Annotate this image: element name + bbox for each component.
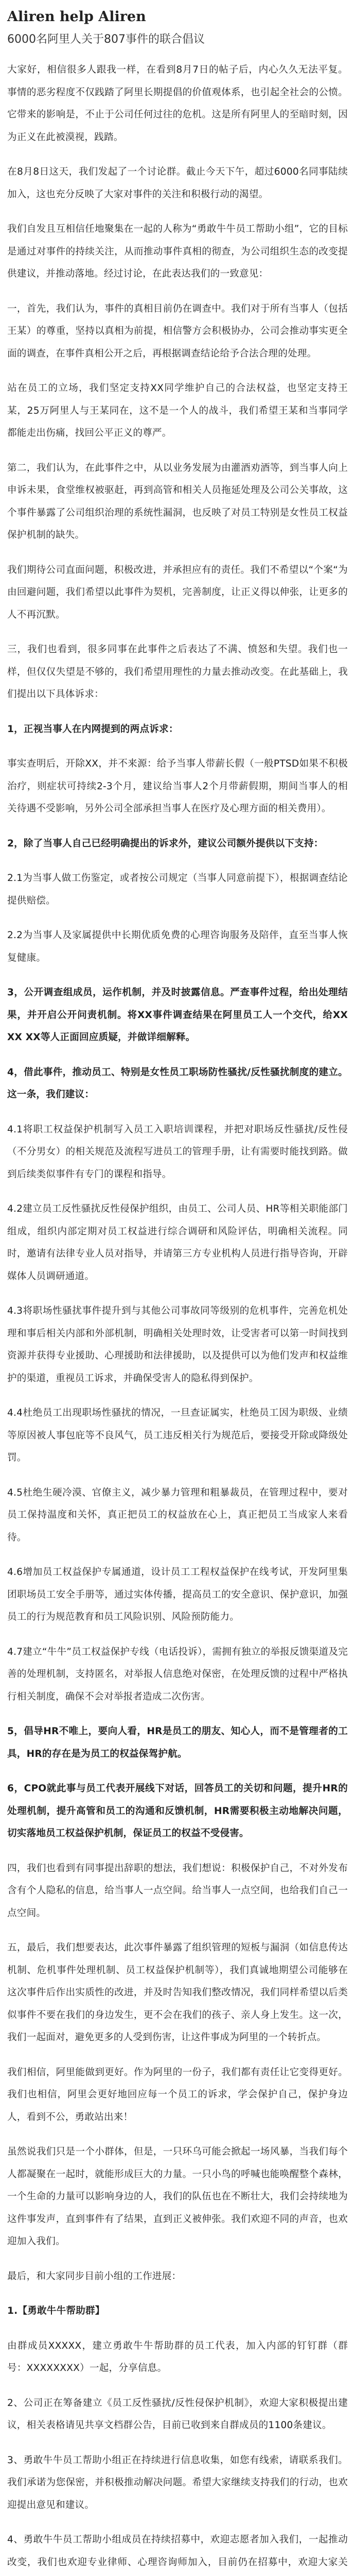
body-paragraph: 4.7建立“牛牛”员工权益保护专线（电话投诉），需拥有独立的举报反馈渠道及完善的处理机制，支持匿名，对举报人信息绝对保密，在处理反馈的过程中严格执行相关制度，确保不会对举报者造成二次伤害。 [7, 1646, 348, 1702]
body-paragraph: 第二，我们认为，在此事件之中，从以业务发展为由灌酒劝酒等，到当事人向上申诉未果，食堂维权被驱赶，再到高管和相关人员拖延处理及公司公关事故，这个事件暴露了公司组织治理的系统性漏洞，也反映了对员工特别是女性员工权益保护机制的缺失。 [7, 462, 348, 540]
body-paragraph: 一，首先，我们认为，事件的真相目前仍在调查中。我们对于所有当事人（包括王某）的尊重，坚持以真相为前提，相信警方会积极协办，公司会推动事实更全面的调查，在事件真相公开之后，再根据调查结论给予合法合理的处理。 [7, 303, 348, 359]
section-heading-paragraph: 3，公开调查组成员，运作机制，并及时披露信息。严查事件过程，给出处理结果，并开启公开问责机制。将XX事件调查结果在阿里员工人一个交代，给XX XX XX等人正面回应质疑，并做详细解释。 [7, 987, 348, 1043]
document-body [7, 59, 348, 2576]
document-subtitle: 6000名阿里人关于807事件的联合倡议 [7, 33, 205, 46]
body-paragraph: 4.3将职场性骚扰事件提升到与其他公司事故同等级别的危机事件，完善危机处理和事后相关内部和外部机制，明确相关处理时效，让受害者可以第一时间找到资源并获得专业援助、心理援助和法律援助，以及提供可以为他们发声和权益维护的渠道，重视员工诉求，并确保受害人的隐私得到保护。 [7, 1306, 348, 1384]
body-paragraph: 我们相信，阿里能做到更好。作为阿里的一份子，我们都有责任让它变得更好。我们也相信，阿里会更好地回应每一个员工的诉求，学会保护自己，保护身边人，看到不公，勇敢站出来！ [7, 2066, 348, 2123]
body-paragraph: 4.1将职工权益保护机制写入员工入职培训课程，并把对职场反性骚扰/反性侵（不分男女）的相关规范及流程写进员工的管理手册，让有需要时能找到路。做到后续类似事件有专门的课程和指导。 [7, 1124, 348, 1180]
body-paragraph: 虽然说我们只是一个小群体，但是，一只环乌可能会掀起一场风暴，当我们每个人都凝聚在一起时，就能形成巨大的力量。一只小鸟的呼喊也能唤醒整个森林，一个生命的力量可以影响身边的人，我们的队伍也在不断壮大，我们会持续地为这件事发声，直到事件有了结果，直到正义被伸张。我们欢迎不同的声音，也欢迎加入我们。 [7, 2146, 348, 2247]
body-paragraph: 大家好，相信很多人跟我一样，在看到8月7日的帖子后，内心久久无法平复。事情的恶劣程度不仅践踏了阿里长期提倡的价值观体系，也引起全社会的公愤。它带来的影响是，不止于公司任何过往的危机。这是所有阿里人的至暗时刻，因为正义在此被漠视，践踏。 [7, 64, 348, 143]
body-paragraph: 我们期待公司直面问题，积极改进，并承担应有的责任。我们不希望以“个案“为由回避问题，我们希望以此事件为契机，完善制度，让正义得以伸张，让更多的人不再沉默。 [7, 564, 348, 620]
body-paragraph: 4.2建立员工反性骚扰反性侵保护组织，由员工、公司人员、HR等相关职能部门组成，组织内部定期对员工权益进行综合调研和风险评估，明确相关流程。同时，邀请有法律专业人员对指导，并请第三方专业机构人员进行指导咨询，开辟媒体人员调研通道。 [7, 1204, 348, 1282]
body-paragraph: 站在员工的立场，我们坚定支持XX同学维护自己的合法权益，也坚定支持王某，25万阿里人与王某同在，这不是一个人的战斗，我们希望王某和当事同学都能走出伤痛，找回公平正义的尊严。 [7, 383, 348, 438]
body-paragraph: 3、勇敢牛牛员工帮助小组正在持续进行信息收集，如您有线索，请联系我们。我们承诺为您保密，并积极推动解决问题。希望大家继续支持我们的行动，也欢迎提出意见和建议。 [7, 2454, 348, 2511]
body-paragraph: 我们自发且互相信任地聚集在一起的人称为“勇敢牛牛员工帮助小组”，它的目标是通过对事件的持续关注，从而推动事件真相的彻查，为公司组织生态的改变提供建议，并推动落地。经过讨论，在此表达我们的一致意见： [7, 224, 348, 279]
section-heading-paragraph: 5，倡导HR不唯上，要向人看，HR是员工的朋友、知心人，而不是管理者的工具，HR的存在是为员工的权益保驾护航。 [7, 1726, 348, 1759]
section-heading-paragraph: 4，借此事件，推动员工、特别是女性员工职场防性骚扰/反性骚扰制度的建立。这一条，我们建议： [7, 1066, 348, 1100]
body-paragraph: 最后，和大家同步目前小组的工作进展： [7, 2270, 182, 2282]
section-heading-paragraph: 1，正视当事人在内网提到的两点诉求： [7, 723, 179, 735]
document-title: Aliren help Aliren [7, 9, 146, 25]
section-heading-paragraph: 1.【勇敢牛牛帮助群】 [7, 2306, 105, 2316]
body-paragraph: 4、勇敢牛牛员工帮助小组成员在持续招募中，欢迎志愿者加入我们，一起推动改变，我们也欢迎专业律师、心理咨询师加入，目前仍在招募中，欢迎大家关 [7, 2534, 348, 2568]
section-heading-paragraph: 6，CPO就此事与员工代表开展线下对话，回答员工的关切和问题，提升HR的处理机制，提升高管和员工的沟通和反馈机制，HR需要积极主动地解决问题，切实落地员工权益保护机制，保证员工的权益不受侵害。 [7, 1783, 348, 1839]
body-paragraph: 五，最后，我们想要表达，此次事件暴露了组织管理的短板与漏洞（如信息传达机制、危机事件处理机制、员工权益保护机制等），我们真诚地期望公司能够在这次事件后作出实质性的改进，并及时告知我们整改情况，我们同样希望以后类似事件不要在我们的身边发生，更不会在我们的孩子、亲人身上发生。这一次，我们一起面对，避免更多的人受到伤害，让这件事成为阿里的一个转折点。 [7, 1942, 348, 2043]
body-paragraph: 三，我们也看到，很多同事在此事件之后表达了不满、愤怒和失望。我们也一样，但仅仅失望是不够的，我们希望用理性的力量去推动改变。在此基础上，我们提出以下具体诉求： [7, 644, 348, 700]
section-heading-paragraph: 2，除了当事人自己已经明确提出的诉求外，建议公司额外提供以下支持： [7, 838, 324, 849]
body-paragraph: 四，我们也看到有同事提出辞职的想法，我们想说：积极保护自己，不对外发布含有个人隐私的信息，给当事人一点空间。给当事人一点空间，也给我们自己一点空间。 [7, 1862, 348, 1919]
body-paragraph: 在8月8日这天，我们发起了一个讨论群。截止今天下午，超过6000名同事陆续加入，这也充分反映了大家对事件的关注和积极行动的渴望。 [7, 166, 348, 200]
body-paragraph: 由群成员XXXXX，建立勇敢牛牛帮助群的员工代表，加入内部的钉钉群（群号：XXXXXXXX）一起，分享信息。 [7, 2340, 348, 2374]
title-block [7, 0, 348, 49]
body-paragraph: 2.1为当事人做工伤鉴定，或者按公司规定（当事人同意前提下），根据调查结论提供赔偿。 [7, 873, 348, 906]
body-paragraph: 2.2为当事人及家属提供中长期优质免费的心理咨询服务及陪伴，直至当事人恢复健康。 [7, 930, 348, 963]
body-paragraph: 事实查明后，开除XX，并不来源：给予当事人带薪长假（一般PTSD如果不积极治疗，则症状可持续2-3个月，建议给当事人2个月带薪假期，期间当事人的相关待遇不受影响，另外公司全部承担当事人在医疗及心理方面的相关费用）。 [7, 758, 348, 814]
body-paragraph: 4.5杜绝生硬冷漠、官僚主义，减少暴力管理和粗暴裁员，在管理过程中，要对员工保持温度和关怀，真正把员工的权益放在心上，真正把员工当成家人来看待。 [7, 1487, 348, 1543]
body-paragraph: 4.6增加员工权益保护专属通道，设计员工工程权益保护在线考试，开发阿里集团职场员工安全手册等，通过实体传播，提高员工的安全意识、保护意识，加强员工的行为规范教育和员工风险识别、风险预防能力。 [7, 1567, 348, 1622]
body-paragraph: 4.4杜绝员工出现职场性骚扰的情况，一旦查证属实，杜绝员工因为职级、业绩等原因被人事包庇等不良风气，员工违反相关行为规范后，要接受开除或降级处罚。 [7, 1408, 348, 1463]
body-paragraph: 2、公司正在筹备建立《员工反性骚扰/反性侵保护机制》，欢迎大家积极提出建议，相关表格请见共享文档群公告，目前已收到来自群成员的1100条建议。 [7, 2397, 348, 2431]
